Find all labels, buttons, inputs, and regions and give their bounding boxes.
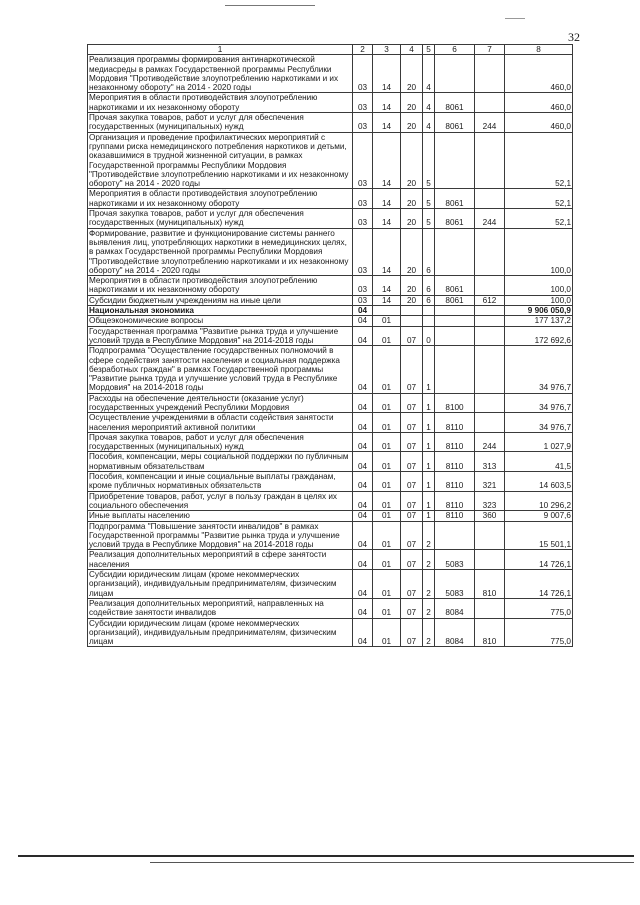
amount: 9 007,6 [505,511,573,521]
amount: 15 501,1 [505,521,573,550]
subprogram-code: 6 [423,276,435,296]
section-code: 03 [353,113,373,133]
amount: 14 603,5 [505,472,573,492]
amount: 41,5 [505,452,573,472]
target-article-code [435,306,475,316]
subprogram-code: 1 [423,432,435,452]
table-row [88,306,573,316]
amount: 52,1 [505,209,573,229]
subsection-code: 01 [373,326,401,346]
table-row [88,346,573,393]
target-article-code: 8061 [435,295,475,305]
section-code: 04 [353,413,373,433]
program-code: 07 [401,491,423,511]
row-name: Государственная программа "Развитие рынка труда и улучшение условий труда в Республике Мордовия" на 2014-2018 годы [88,326,353,346]
target-article-code [435,132,475,189]
amount: 100,0 [505,228,573,275]
row-name: Прочая закупка товаров, работ и услуг для обеспечения государственных (муниципальных) нужд [88,113,353,133]
program-code: 07 [401,521,423,550]
subsection-code: 14 [373,276,401,296]
program-code: 07 [401,346,423,393]
subsection-code: 01 [373,432,401,452]
scan-border-line [150,862,634,863]
table-row [88,491,573,511]
subsection-code: 01 [373,472,401,492]
program-code: 07 [401,413,423,433]
table-row [88,432,573,452]
section-code: 03 [353,295,373,305]
target-article-code: 8110 [435,491,475,511]
subprogram-code: 1 [423,452,435,472]
program-code: 07 [401,393,423,413]
subsection-code: 01 [373,511,401,521]
subprogram-code: 6 [423,295,435,305]
target-article-code: 8061 [435,93,475,113]
section-code: 03 [353,209,373,229]
target-article-code: 8061 [435,276,475,296]
expense-type-code: 612 [475,295,505,305]
row-name: Национальная экономика [88,306,353,316]
program-code [401,306,423,316]
subsection-code: 01 [373,413,401,433]
table-row [88,472,573,492]
section-code: 03 [353,132,373,189]
row-name: Пособия, компенсации, меры социальной поддержки по публичным нормативным обязательствам [88,452,353,472]
expense-type-code [475,521,505,550]
subprogram-code: 1 [423,491,435,511]
section-code: 03 [353,276,373,296]
program-code: 07 [401,550,423,570]
row-name: Субсидии юридическим лицам (кроме некоммерческих организаций), индивидуальным предпринимателям, физическим лицам [88,618,353,647]
column-header: 8 [505,45,573,55]
table-row [88,55,573,93]
subsection-code: 14 [373,55,401,93]
subsection-code: 14 [373,228,401,275]
subsection-code: 01 [373,598,401,618]
amount: 14 726,1 [505,570,573,599]
program-code: 20 [401,55,423,93]
subsection-code: 01 [373,491,401,511]
program-code: 07 [401,511,423,521]
expense-type-code [475,276,505,296]
row-name: Субсидии бюджетным учреждениям на иные цели [88,295,353,305]
row-name: Мероприятия в области противодействия злоупотреблению наркотиками и их незаконному обороту [88,93,353,113]
expense-type-code [475,306,505,316]
section-code: 04 [353,393,373,413]
expense-type-code [475,413,505,433]
target-article-code [435,55,475,93]
subsection-code: 14 [373,113,401,133]
row-name: Подпрограмма "Осуществление государственных полномочий в сфере содействия занятости населения и социальная поддержка безработных граждан" в рамках Государственной программы "Развитие рынка труда и улучшение условий труда в Республике Мордовия" на 2014-2018 годы [88,346,353,393]
scan-border-line [18,855,634,857]
target-article-code: 8084 [435,598,475,618]
subprogram-code: 5 [423,189,435,209]
section-code: 04 [353,618,373,647]
header-row [88,45,573,55]
target-article-code: 8110 [435,472,475,492]
expense-type-code [475,228,505,275]
row-name: Организация и проведение профилактических мероприятий с группами риска немедицинского потребления наркотиков и детьми, оказавшимися в трудной жизненной ситуации, в рамках Государственной программы Республики Мордовия "Противодействие злоупотреблению наркотиками и их незаконному обороту" на 2014 - 2020 годы [88,132,353,189]
section-code: 04 [353,511,373,521]
subsection-code: 01 [373,316,401,326]
table-row [88,209,573,229]
program-code: 20 [401,132,423,189]
section-code: 03 [353,189,373,209]
expense-type-code [475,598,505,618]
amount: 34 976,7 [505,393,573,413]
target-article-code: 8110 [435,452,475,472]
table-row [88,326,573,346]
subsection-code: 01 [373,393,401,413]
amount: 100,0 [505,276,573,296]
table-row [88,276,573,296]
table-row [88,511,573,521]
expense-type-code: 244 [475,432,505,452]
amount: 172 692,6 [505,326,573,346]
subprogram-code: 4 [423,55,435,93]
section-code: 04 [353,472,373,492]
row-name: Мероприятия в области противодействия злоупотреблению наркотиками и их незаконному обороту [88,189,353,209]
target-article-code: 8110 [435,413,475,433]
target-article-code: 5083 [435,550,475,570]
section-code: 03 [353,228,373,275]
amount: 34 976,7 [505,346,573,393]
table-row [88,598,573,618]
program-code: 07 [401,452,423,472]
row-name: Приобретение товаров, работ, услуг в пользу граждан в целях их социального обеспечения [88,491,353,511]
column-header: 2 [353,45,373,55]
table-row [88,413,573,433]
subsection-code: 14 [373,132,401,189]
amount: 460,0 [505,113,573,133]
subprogram-code: 1 [423,346,435,393]
row-name: Пособия, компенсации и иные социальные выплаты гражданам, кроме публичных нормативных обязательств [88,472,353,492]
row-name: Мероприятия в области противодействия злоупотреблению наркотиками и их незаконному обороту [88,276,353,296]
subsection-code: 14 [373,93,401,113]
row-name: Прочая закупка товаров, работ и услуг для обеспечения государственных (муниципальных) нужд [88,209,353,229]
section-code: 04 [353,452,373,472]
subsection-code: 01 [373,521,401,550]
target-article-code [435,521,475,550]
table-row [88,316,573,326]
program-code: 20 [401,276,423,296]
expense-type-code: 244 [475,113,505,133]
amount: 460,0 [505,93,573,113]
subprogram-code: 2 [423,598,435,618]
expense-type-code [475,346,505,393]
section-code: 03 [353,55,373,93]
subprogram-code: 6 [423,228,435,275]
row-name: Субсидии юридическим лицам (кроме некоммерческих организаций), индивидуальным предпринимателям, физическим лицам [88,570,353,599]
row-name: Формирование, развитие и функционирование системы раннего выявления лиц, употребляющих наркотики в немедицинских целях, в рамках Государственной программы Республики Мордовия "Противодействие злоупотреблению наркотиками и их незаконному обороту" на 2014 - 2020 годы [88,228,353,275]
target-article-code: 5083 [435,570,475,599]
section-code: 04 [353,598,373,618]
subprogram-code: 0 [423,326,435,346]
column-header: 1 [88,45,353,55]
expense-type-code: 323 [475,491,505,511]
section-code: 04 [353,432,373,452]
subprogram-code: 1 [423,393,435,413]
subsection-code: 14 [373,189,401,209]
subprogram-code: 2 [423,521,435,550]
subsection-code: 01 [373,570,401,599]
amount: 100,0 [505,295,573,305]
section-code: 04 [353,491,373,511]
subsection-code: 01 [373,452,401,472]
section-code: 04 [353,306,373,316]
section-code: 04 [353,326,373,346]
expense-type-code [475,55,505,93]
table-row [88,618,573,647]
amount: 10 296,2 [505,491,573,511]
target-article-code [435,228,475,275]
row-name: Подпрограмма "Повышение занятости инвалидов" в рамках Государственной программы "Развитие рынка труда и улучшение условий труда в Республике Мордовия" на 2014-2018 годы [88,521,353,550]
amount: 52,1 [505,189,573,209]
expense-type-code: 244 [475,209,505,229]
row-name: Общеэкономические вопросы [88,316,353,326]
subprogram-code: 5 [423,209,435,229]
column-header: 4 [401,45,423,55]
amount: 34 976,7 [505,413,573,433]
target-article-code [435,326,475,346]
amount: 177 137,2 [505,316,573,326]
program-code: 07 [401,432,423,452]
column-header: 7 [475,45,505,55]
target-article-code: 8110 [435,432,475,452]
program-code: 20 [401,189,423,209]
amount: 52,1 [505,132,573,189]
row-name: Иные выплаты населению [88,511,353,521]
subprogram-code: 2 [423,550,435,570]
subsection-code: 01 [373,550,401,570]
expense-type-code [475,93,505,113]
program-code [401,316,423,326]
target-article-code: 8061 [435,113,475,133]
subprogram-code: 2 [423,618,435,647]
program-code: 07 [401,618,423,647]
table-row [88,93,573,113]
expense-type-code [475,316,505,326]
table-row [88,550,573,570]
section-code: 04 [353,570,373,599]
subsection-code: 14 [373,209,401,229]
table-row [88,295,573,305]
expense-type-code [475,132,505,189]
expense-type-code: 360 [475,511,505,521]
table-body [88,55,573,647]
subprogram-code: 1 [423,511,435,521]
table-row [88,521,573,550]
amount: 1 027,9 [505,432,573,452]
program-code: 07 [401,472,423,492]
expense-type-code: 810 [475,618,505,647]
row-name: Расходы на обеспечение деятельности (оказание услуг) государственных учреждений Республики Мордовия [88,393,353,413]
table-row [88,228,573,275]
row-name: Прочая закупка товаров, работ и услуг для обеспечения государственных (муниципальных) нужд [88,432,353,452]
target-article-code: 8100 [435,393,475,413]
program-code: 07 [401,570,423,599]
section-code: 04 [353,550,373,570]
expense-type-code: 321 [475,472,505,492]
amount: 775,0 [505,618,573,647]
section-code: 03 [353,93,373,113]
program-code: 20 [401,93,423,113]
program-code: 20 [401,113,423,133]
column-header: 6 [435,45,475,55]
target-article-code: 8084 [435,618,475,647]
subprogram-code [423,306,435,316]
subsection-code: 01 [373,346,401,393]
row-name: Осуществление учреждениями в области содействия занятости населения мероприятий активной политики [88,413,353,433]
subprogram-code: 2 [423,570,435,599]
expense-type-code [475,393,505,413]
subsection-code [373,306,401,316]
program-code: 07 [401,598,423,618]
table-row [88,393,573,413]
subprogram-code: 5 [423,132,435,189]
program-code: 20 [401,295,423,305]
target-article-code: 8061 [435,189,475,209]
subprogram-code: 4 [423,113,435,133]
expense-type-code [475,326,505,346]
table-row [88,189,573,209]
subsection-code: 01 [373,618,401,647]
section-code: 04 [353,346,373,393]
expense-type-code: 810 [475,570,505,599]
column-header: 3 [373,45,401,55]
expense-type-code [475,550,505,570]
table-row [88,132,573,189]
subsection-code: 14 [373,295,401,305]
table-row [88,113,573,133]
program-code: 07 [401,326,423,346]
table-row [88,570,573,599]
row-name: Реализация дополнительных мероприятий в сфере занятости населения [88,550,353,570]
subprogram-code: 1 [423,413,435,433]
amount: 9 906 050,9 [505,306,573,316]
amount: 775,0 [505,598,573,618]
program-code: 20 [401,228,423,275]
scan-mark [225,5,315,6]
row-name: Реализация дополнительных мероприятий, направленных на содействие занятости инвалидов [88,598,353,618]
subprogram-code: 4 [423,93,435,113]
budget-table [87,44,573,647]
target-article-code: 8061 [435,209,475,229]
expense-type-code: 313 [475,452,505,472]
target-article-code: 8110 [435,511,475,521]
table-row [88,452,573,472]
amount: 460,0 [505,55,573,93]
subprogram-code [423,316,435,326]
subprogram-code: 1 [423,472,435,492]
target-article-code [435,346,475,393]
section-code: 04 [353,316,373,326]
program-code: 20 [401,209,423,229]
amount: 14 726,1 [505,550,573,570]
target-article-code [435,316,475,326]
section-code: 04 [353,521,373,550]
page-number: 32 [568,30,580,44]
column-header: 5 [423,45,435,55]
scan-mark [505,18,525,19]
row-name: Реализация программы формирования антинаркотической медиасреды в рамках Государственной программы Республики Мордовия "Противодействие злоупотреблению наркотиками и их незаконному обороту" на 2014 - 2020 годы [88,55,353,93]
expense-type-code [475,189,505,209]
